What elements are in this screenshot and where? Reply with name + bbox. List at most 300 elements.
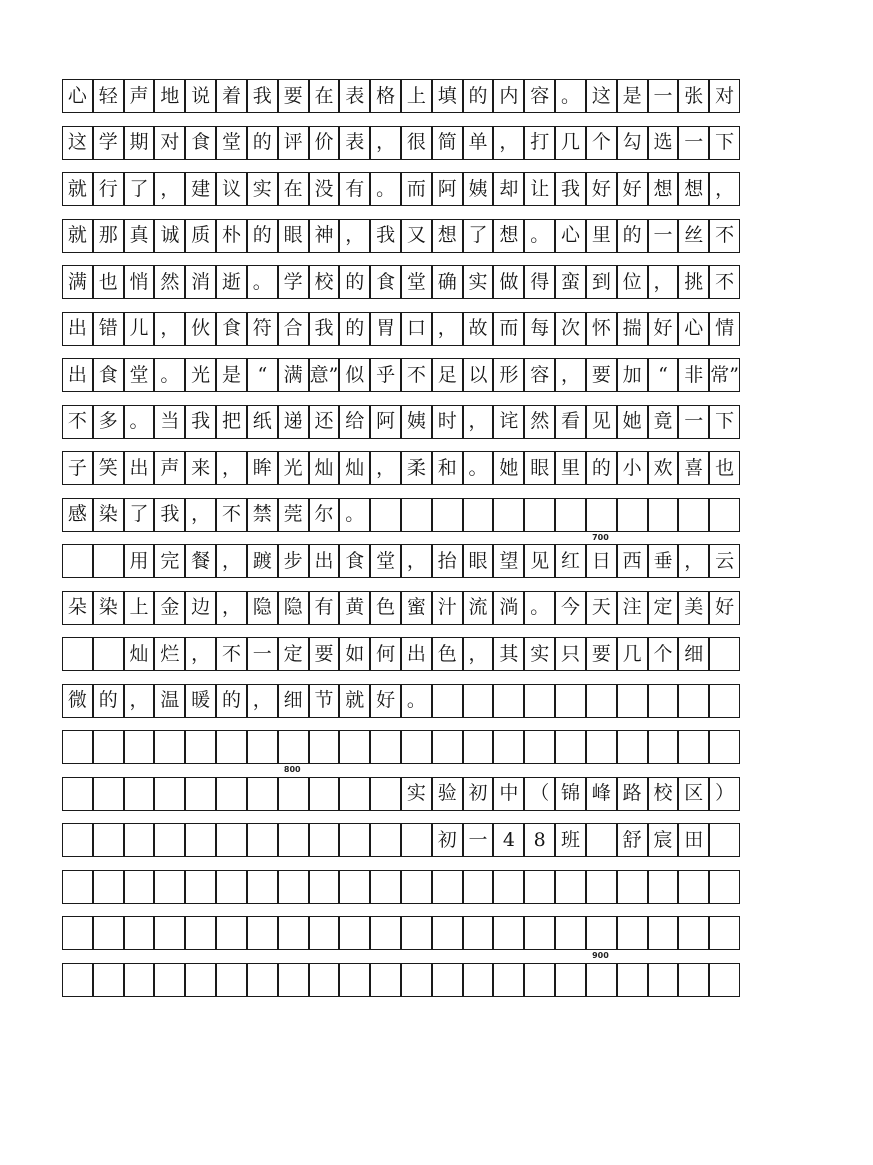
grid-cell: [401, 870, 432, 904]
grid-cell: ，: [370, 451, 401, 485]
grid-row: [62, 637, 740, 671]
grid-cell: [216, 730, 247, 764]
grid-cell: [401, 498, 432, 532]
grid-cell: [709, 823, 740, 857]
grid-cell: 完: [154, 544, 185, 578]
grid-cell: [463, 870, 494, 904]
grid-cell: 染: [93, 498, 124, 532]
grid-cell: 细: [678, 637, 709, 671]
grid-cell: [278, 870, 309, 904]
grid-cell: [93, 544, 124, 578]
grid-cell: ，: [463, 405, 494, 439]
grid-cell: ，: [432, 312, 463, 346]
grid-cell: 丝: [678, 219, 709, 253]
grid-cell: 学: [278, 265, 309, 299]
grid-cell: [154, 777, 185, 811]
grid-cell: 那: [93, 219, 124, 253]
grid-cell: 似: [339, 358, 370, 392]
grid-cell: 非: [678, 358, 709, 392]
grid-cell: [493, 730, 524, 764]
grid-cell: 了: [463, 219, 494, 253]
grid-cell: 符: [247, 312, 278, 346]
grid-cell: 就: [62, 172, 93, 206]
grid-cell: 却: [493, 172, 524, 206]
grid-cell: [555, 730, 586, 764]
grid-cell: 故: [463, 312, 494, 346]
grid-cell: 里: [555, 451, 586, 485]
grid-cell: 意”: [309, 358, 340, 392]
grid-cell: [154, 963, 185, 997]
grid-cell: ，: [185, 637, 216, 671]
grid-cell: 心: [555, 219, 586, 253]
grid-cell: 挑: [678, 265, 709, 299]
grid-cell: 下: [709, 126, 740, 160]
grid-cell: 在: [309, 79, 340, 113]
grid-cell: 里: [586, 219, 617, 253]
grid-cell: [709, 870, 740, 904]
grid-cell: 好: [617, 172, 648, 206]
grid-cell: [124, 730, 155, 764]
grid-cell: 垂: [648, 544, 679, 578]
grid-cell: 云: [709, 544, 740, 578]
grid-cell: [278, 777, 309, 811]
grid-cell: 好: [709, 591, 740, 625]
grid-cell: 隐: [247, 591, 278, 625]
grid-cell: 这: [62, 126, 93, 160]
grid-cell: [370, 963, 401, 997]
grid-cell: [124, 963, 155, 997]
grid-cell: 的: [339, 312, 370, 346]
grid-cell: [463, 730, 494, 764]
grid-cell: 容: [524, 358, 555, 392]
grid-cell: 食: [216, 312, 247, 346]
grid-cell: 灿: [339, 451, 370, 485]
grid-cell: 路: [617, 777, 648, 811]
grid-cell: 确: [432, 265, 463, 299]
grid-cell: 单: [463, 126, 494, 160]
grid-cell: [309, 823, 340, 857]
word-count-marker: 800: [283, 765, 301, 774]
grid-cell: 小: [617, 451, 648, 485]
grid-cell: 堂: [216, 126, 247, 160]
grid-cell: 常”: [709, 358, 740, 392]
grid-cell: ，: [185, 498, 216, 532]
grid-cell: 勾: [617, 126, 648, 160]
grid-cell: 选: [648, 126, 679, 160]
grid-cell: [62, 916, 93, 950]
grid-row: [62, 544, 740, 578]
grid-cell: 给: [339, 405, 370, 439]
grid-cell: [432, 684, 463, 718]
grid-cell: [493, 498, 524, 532]
grid-cell: 。: [370, 172, 401, 206]
grid-cell: [124, 777, 155, 811]
grid-cell: 很: [401, 126, 432, 160]
grid-cell: 怀: [586, 312, 617, 346]
grid-cell: [432, 498, 463, 532]
grid-cell: [586, 870, 617, 904]
grid-cell: 足: [432, 358, 463, 392]
grid-cell: 我: [370, 219, 401, 253]
grid-cell: 定: [648, 591, 679, 625]
grid-cell: 淌: [493, 591, 524, 625]
grid-cell: 的: [463, 79, 494, 113]
grid-cell: [278, 730, 309, 764]
grid-cell: 出: [401, 637, 432, 671]
grid-cell: 说: [185, 79, 216, 113]
grid-cell: 其: [493, 637, 524, 671]
grid-cell: 位: [617, 265, 648, 299]
grid-cell: [463, 963, 494, 997]
grid-cell: 消: [185, 265, 216, 299]
grid-row: [62, 823, 740, 857]
grid-cell: [586, 498, 617, 532]
grid-cell: 张: [678, 79, 709, 113]
grid-cell: [339, 916, 370, 950]
grid-cell: 子: [62, 451, 93, 485]
grid-cell: 加: [617, 358, 648, 392]
grid-row: [62, 777, 740, 811]
grid-cell: [93, 730, 124, 764]
grid-cell: 今: [555, 591, 586, 625]
grid-cell: 望: [493, 544, 524, 578]
grid-cell: 的: [247, 219, 278, 253]
grid-cell: 打: [524, 126, 555, 160]
grid-cell: [154, 870, 185, 904]
grid-row: [62, 312, 740, 346]
grid-cell: 的: [247, 126, 278, 160]
grid-cell: [617, 498, 648, 532]
grid-cell: 金: [154, 591, 185, 625]
grid-cell: [678, 730, 709, 764]
grid-cell: 我: [154, 498, 185, 532]
grid-cell: 柔: [401, 451, 432, 485]
grid-cell: 不: [62, 405, 93, 439]
grid-cell: 一: [648, 219, 679, 253]
grid-cell: 要: [586, 637, 617, 671]
grid-cell: [309, 916, 340, 950]
grid-cell: 好: [586, 172, 617, 206]
grid-cell: [709, 916, 740, 950]
grid-cell: 。: [124, 405, 155, 439]
grid-cell: ，: [401, 544, 432, 578]
grid-cell: 舒: [617, 823, 648, 857]
grid-cell: 质: [185, 219, 216, 253]
grid-cell: [432, 963, 463, 997]
word-count-marker: 700: [592, 532, 609, 542]
grid-cell: 见: [586, 405, 617, 439]
grid-cell: [62, 637, 93, 671]
grid-cell: [617, 870, 648, 904]
grid-row: [62, 963, 740, 997]
grid-cell: 灿: [309, 451, 340, 485]
grid-cell: ，: [154, 312, 185, 346]
grid-row: [62, 265, 740, 299]
grid-cell: [370, 870, 401, 904]
grid-cell: [278, 823, 309, 857]
grid-cell: [309, 730, 340, 764]
grid-cell: [648, 963, 679, 997]
grid-cell: [555, 916, 586, 950]
grid-cell: 步: [278, 544, 309, 578]
grid-cell: 光: [278, 451, 309, 485]
grid-cell: 合: [278, 312, 309, 346]
grid-cell: [709, 637, 740, 671]
grid-cell: 揣: [617, 312, 648, 346]
grid-cell: [216, 916, 247, 950]
grid-cell: [62, 963, 93, 997]
grid-cell: 锦: [555, 777, 586, 811]
grid-cell: 悄: [124, 265, 155, 299]
grid-cell: 微: [62, 684, 93, 718]
grid-cell: [216, 777, 247, 811]
grid-cell: 又: [401, 219, 432, 253]
grid-cell: 定: [278, 637, 309, 671]
grid-cell: 。: [339, 498, 370, 532]
grid-cell: [678, 684, 709, 718]
grid-cell: 一: [247, 637, 278, 671]
grid-cell: 好: [370, 684, 401, 718]
grid-cell: 表: [339, 79, 370, 113]
grid-cell: [62, 777, 93, 811]
grid-cell: 禁: [247, 498, 278, 532]
grid-cell: [586, 823, 617, 857]
grid-cell: 要: [586, 358, 617, 392]
grid-cell: 何: [370, 637, 401, 671]
grid-cell: [62, 823, 93, 857]
grid-cell: [401, 916, 432, 950]
grid-cell: [586, 963, 617, 997]
grid-cell: [247, 870, 278, 904]
grid-cell: 。: [463, 451, 494, 485]
grid-cell: [309, 963, 340, 997]
grid-cell: [648, 498, 679, 532]
grid-cell: ，: [709, 172, 740, 206]
grid-cell: 宸: [648, 823, 679, 857]
grid-cell: 出: [124, 451, 155, 485]
grid-cell: [617, 916, 648, 950]
grid-cell: [62, 730, 93, 764]
grid-cell: [555, 684, 586, 718]
grid-row: [62, 916, 740, 950]
grid-cell: 食: [93, 358, 124, 392]
grid-cell: 想: [432, 219, 463, 253]
grid-cell: 伙: [185, 312, 216, 346]
grid-cell: [709, 730, 740, 764]
grid-cell: 实: [401, 777, 432, 811]
grid-cell: [524, 730, 555, 764]
grid-cell: [185, 963, 216, 997]
grid-row: [62, 358, 740, 392]
grid-cell: 不: [216, 498, 247, 532]
grid-cell: 阿: [370, 405, 401, 439]
grid-row: [62, 591, 740, 625]
grid-cell: 心: [678, 312, 709, 346]
grid-cell: [93, 777, 124, 811]
grid-cell: 看: [555, 405, 586, 439]
grid-cell: 。: [555, 79, 586, 113]
grid-cell: 餐: [185, 544, 216, 578]
grid-cell: 得: [524, 265, 555, 299]
grid-cell: 来: [185, 451, 216, 485]
grid-cell: 我: [185, 405, 216, 439]
grid-cell: 满: [62, 265, 93, 299]
grid-cell: 烂: [154, 637, 185, 671]
grid-cell: [339, 730, 370, 764]
grid-cell: [463, 498, 494, 532]
grid-cell: 以: [463, 358, 494, 392]
grid-cell: 西: [617, 544, 648, 578]
grid-cell: 在: [278, 172, 309, 206]
grid-cell: 的: [586, 451, 617, 485]
grid-cell: 黄: [339, 591, 370, 625]
grid-cell: “: [648, 358, 679, 392]
grid-cell: ，: [216, 544, 247, 578]
grid-cell: ，: [247, 684, 278, 718]
grid-cell: [93, 637, 124, 671]
grid-cell: 把: [216, 405, 247, 439]
grid-cell: 。: [401, 684, 432, 718]
grid-cell: 区: [678, 777, 709, 811]
grid-cell: [463, 916, 494, 950]
grid-cell: 一: [648, 79, 679, 113]
grid-cell: 乎: [370, 358, 401, 392]
grid-cell: 朴: [216, 219, 247, 253]
grid-cell: 个: [586, 126, 617, 160]
grid-cell: [678, 498, 709, 532]
grid-cell: 眼: [524, 451, 555, 485]
grid-row: [62, 219, 740, 253]
grid-cell: 学: [93, 126, 124, 160]
grid-cell: 真: [124, 219, 155, 253]
grid-cell: 了: [124, 172, 155, 206]
grid-cell: 也: [709, 451, 740, 485]
grid-cell: 有: [309, 591, 340, 625]
grid-cell: [617, 963, 648, 997]
grid-cell: 出: [62, 358, 93, 392]
grid-cell: 天: [586, 591, 617, 625]
grid-cell: 上: [124, 591, 155, 625]
grid-cell: 错: [93, 312, 124, 346]
grid-cell: 递: [278, 405, 309, 439]
grid-cell: 色: [370, 591, 401, 625]
grid-cell: 堂: [401, 265, 432, 299]
grid-cell: ，: [216, 451, 247, 485]
grid-cell: [401, 823, 432, 857]
grid-cell: 实: [463, 265, 494, 299]
grid-cell: 多: [93, 405, 124, 439]
grid-cell: 流: [463, 591, 494, 625]
grid-cell: 阿: [432, 172, 463, 206]
grid-cell: 的: [93, 684, 124, 718]
grid-cell: 对: [709, 79, 740, 113]
grid-cell: 节: [309, 684, 340, 718]
grid-cell: 食: [370, 265, 401, 299]
grid-cell: [432, 730, 463, 764]
grid-cell: [586, 916, 617, 950]
grid-cell: 校: [309, 265, 340, 299]
grid-cell: 食: [339, 544, 370, 578]
grid-cell: [278, 916, 309, 950]
grid-cell: 蛮: [555, 265, 586, 299]
grid-cell: 一: [463, 823, 494, 857]
grid-cell: [463, 684, 494, 718]
grid-cell: 胃: [370, 312, 401, 346]
grid-row: [62, 498, 740, 532]
grid-cell: [247, 916, 278, 950]
grid-cell: 。: [154, 358, 185, 392]
grid-cell: [709, 684, 740, 718]
grid-cell: 汁: [432, 591, 463, 625]
grid-cell: 我: [247, 79, 278, 113]
grid-cell: 隐: [278, 591, 309, 625]
grid-cell: [339, 777, 370, 811]
word-count-marker: 900: [592, 951, 609, 960]
grid-cell: [93, 916, 124, 950]
grid-cell: 对: [154, 126, 185, 160]
grid-cell: ，: [370, 126, 401, 160]
grid-row: [62, 730, 740, 764]
grid-cell: [247, 823, 278, 857]
grid-cell: [93, 823, 124, 857]
grid-cell: 下: [709, 405, 740, 439]
grid-cell: [401, 963, 432, 997]
grid-cell: 评: [278, 126, 309, 160]
grid-cell: “: [247, 358, 278, 392]
grid-row: [62, 126, 740, 160]
grid-cell: 每: [524, 312, 555, 346]
grid-cell: [216, 870, 247, 904]
grid-cell: 好: [648, 312, 679, 346]
grid-row: [62, 684, 740, 718]
grid-cell: 是: [216, 358, 247, 392]
grid-cell: 朵: [62, 591, 93, 625]
grid-cell: 儿: [124, 312, 155, 346]
grid-cell: 日: [586, 544, 617, 578]
grid-cell: [524, 916, 555, 950]
grid-row: [62, 870, 740, 904]
grid-cell: 尔: [309, 498, 340, 532]
grid-cell: 。: [524, 591, 555, 625]
grid-cell: [648, 684, 679, 718]
grid-cell: [370, 730, 401, 764]
grid-cell: 美: [678, 591, 709, 625]
grid-cell: 格: [370, 79, 401, 113]
grid-cell: 要: [278, 79, 309, 113]
grid-cell: 喜: [678, 451, 709, 485]
grid-cell: 初: [432, 823, 463, 857]
grid-cell: 不: [709, 219, 740, 253]
grid-cell: [524, 498, 555, 532]
grid-cell: 我: [309, 312, 340, 346]
grid-cell: 让: [524, 172, 555, 206]
grid-cell: [678, 963, 709, 997]
grid-cell: [339, 870, 370, 904]
grid-cell: [154, 916, 185, 950]
grid-cell: [678, 916, 709, 950]
grid-cell: 填: [432, 79, 463, 113]
grid-cell: [432, 870, 463, 904]
grid-cell: 染: [93, 591, 124, 625]
grid-cell: [493, 684, 524, 718]
grid-cell: 实: [524, 637, 555, 671]
grid-cell: 内: [493, 79, 524, 113]
grid-cell: 不: [401, 358, 432, 392]
grid-cell: [185, 730, 216, 764]
grid-cell: [339, 823, 370, 857]
grid-cell: 几: [555, 126, 586, 160]
grid-cell: 色: [432, 637, 463, 671]
